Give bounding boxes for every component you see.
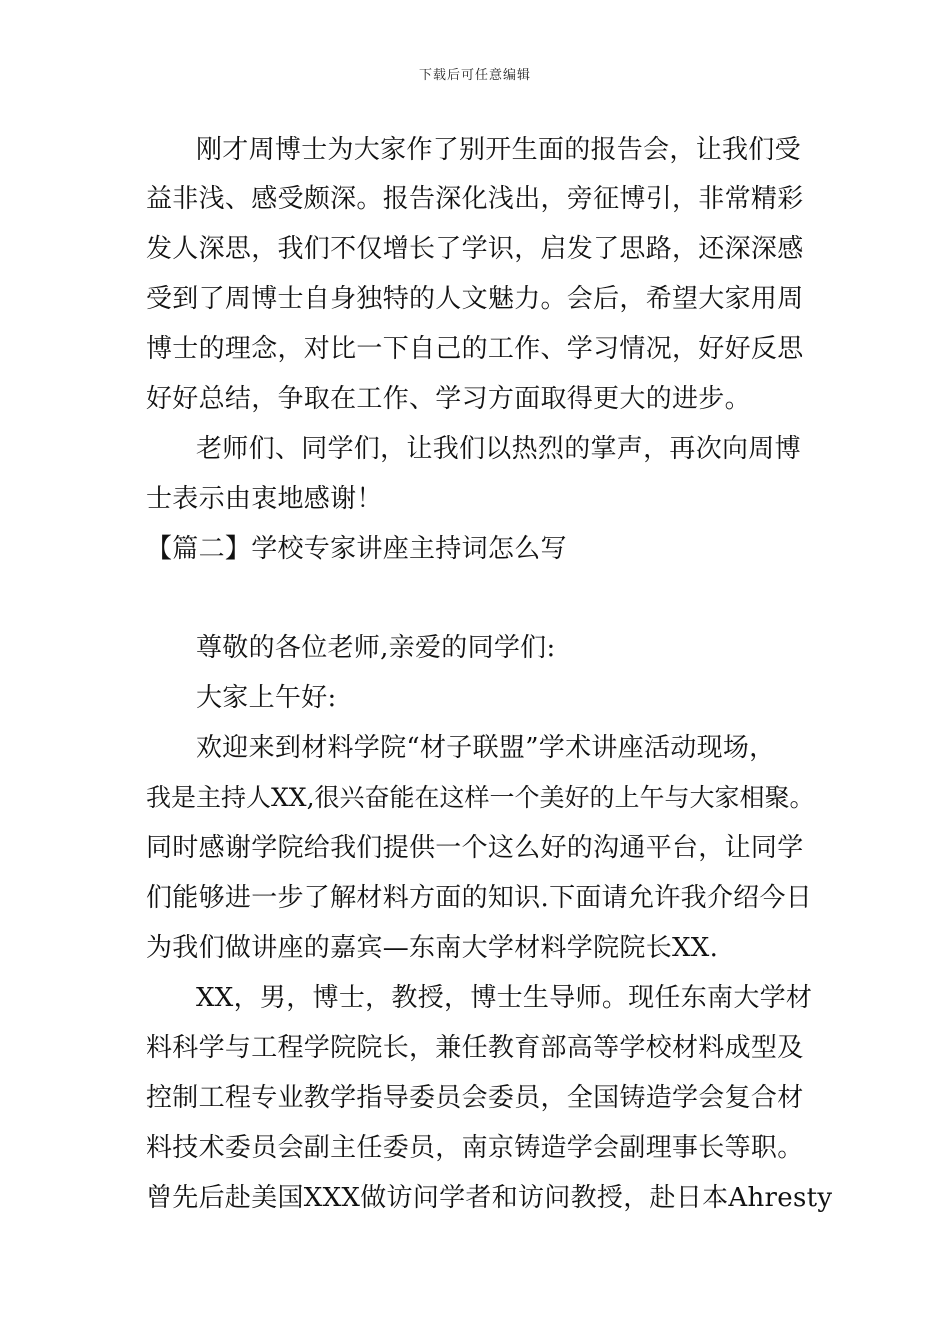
paragraph-line: 欢迎来到材料学院“材子联盟”学术讲座活动现场， <box>196 733 776 763</box>
paragraph-line: 大家上午好: <box>196 683 337 713</box>
paragraph-line: 我是主持人XX,很兴奋能在这样一个美好的上午与大家相聚。 <box>146 783 815 812</box>
paragraph-line: 料技术委员会副主任委员，南京铸造学会副理事长等职。 <box>146 1133 804 1163</box>
paragraph-line: 博士的理念，对比一下自己的工作、学习情况，好好反思 <box>146 334 804 364</box>
paragraph-line: 刚才周博士为大家作了别开生面的报告会，让我们受 <box>196 135 801 165</box>
section-heading: 【篇二】学校专家讲座主持词怎么写 <box>146 534 567 564</box>
paragraph-line: 老师们、同学们，让我们以热烈的掌声，再次向周博 <box>196 434 801 464</box>
paragraph-line: 料科学与工程学院院长，兼任教育部高等学校材料成型及 <box>146 1033 804 1063</box>
paragraph-line: 为我们做讲座的嘉宾—东南大学材料学院院长XX. <box>146 933 719 963</box>
paragraph-line: 好好总结，争取在工作、学习方面取得更大的进步。 <box>146 384 751 414</box>
paragraph-line: 受到了周博士自身独特的人文魅力。会后，希望大家用周 <box>146 284 804 314</box>
paragraph-line: 们能够进一步了解材料方面的知识.下面请允许我介绍今日 <box>146 883 813 913</box>
paragraph-line: 益非浅、感受颇深。报告深化浅出，旁征博引，非常精彩 <box>146 184 804 214</box>
paragraph-line: XX，男，博士，教授，博士生导师。现任东南大学材 <box>196 983 813 1013</box>
paragraph-line: 发人深思，我们不仅增长了学识，启发了思路，还深深感 <box>146 234 804 264</box>
paragraph-line: 同时感谢学院给我们提供一个这么好的沟通平台，让同学 <box>146 833 804 863</box>
paragraph-line: 曾先后赴美国XXX做访问学者和访问教授，赴日本Ahresty <box>146 1183 833 1213</box>
paragraph-line: 尊敬的各位老师,亲爱的同学们: <box>196 633 556 663</box>
paragraph-line: 士表示由衷地感谢！ <box>146 484 383 514</box>
page-header: 下载后可任意编辑 <box>418 68 531 83</box>
paragraph-line: 控制工程专业教学指导委员会委员，全国铸造学会复合材 <box>146 1083 804 1113</box>
